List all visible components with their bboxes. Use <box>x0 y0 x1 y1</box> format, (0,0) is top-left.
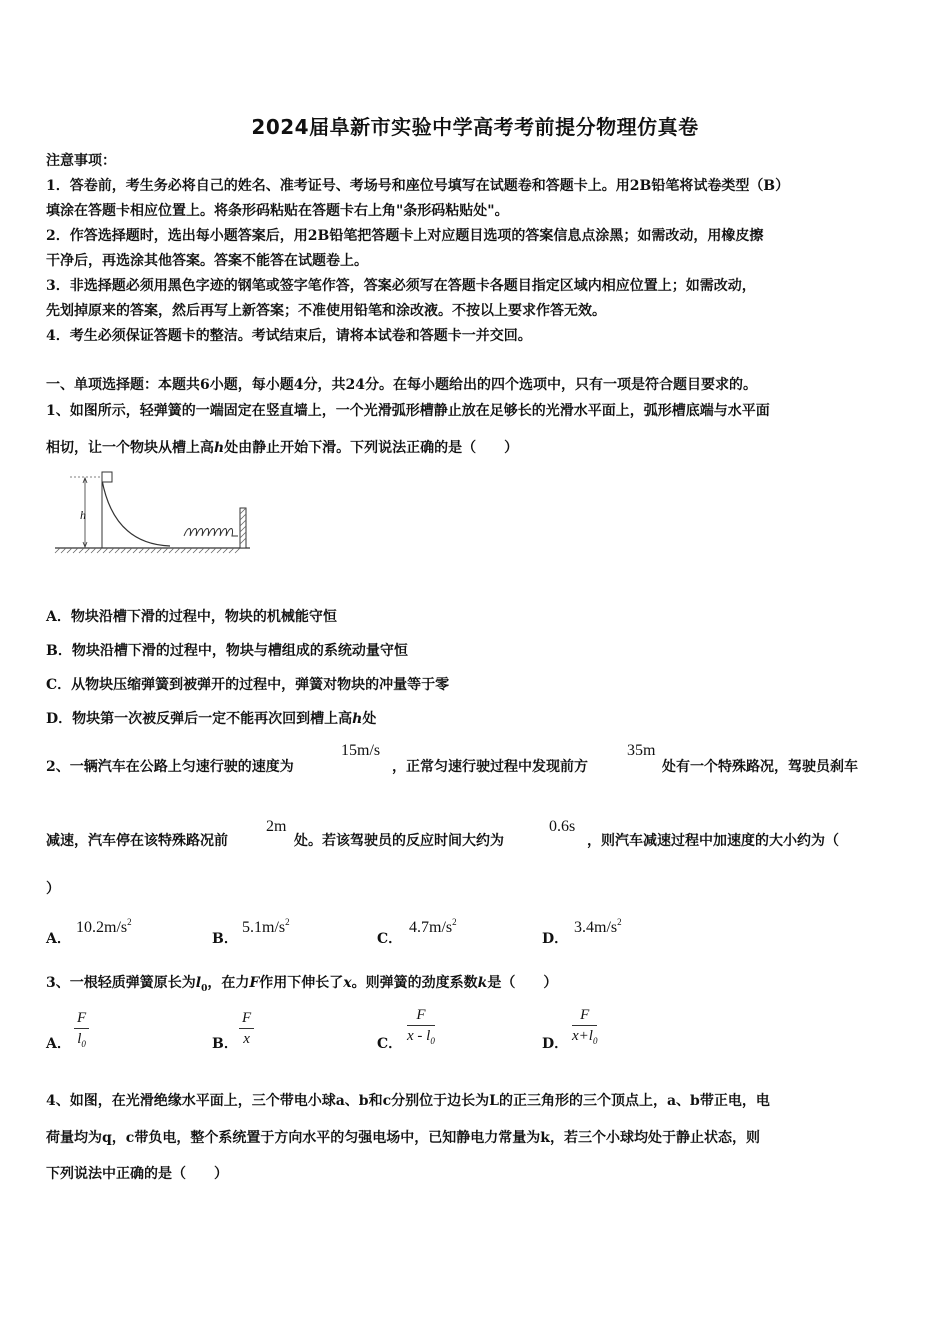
q2-option-b-label: B． <box>212 931 238 947</box>
q3-option-d-label: D． <box>542 1036 569 1052</box>
q1-option-c: C．从物块压缩弹簧到被弹开的过程中，弹簧对物块的冲量等于零 <box>46 677 450 693</box>
q2-option-d-label: D． <box>542 931 569 947</box>
q3-option-a-fraction: $\frac{F}{l_0}$ <box>74 1010 89 1049</box>
notice-line-3: 2．作答选择题时，选出每小题答案后，用2B铅笔把答题卡上对应题目选项的答案信息点涂黑；如需改动，用橡皮擦 <box>46 228 764 244</box>
q2-stem-part-5: 处。若该驾驶员的反应时间大约为 <box>294 833 504 849</box>
section-heading: 一、单项选择题：本题共6小题，每小题4分，共24分。在每小题给出的四个选项中，只有一项是符合题目要求的。 <box>46 377 757 393</box>
q2-speed: 15m/s <box>341 742 381 759</box>
notice-heading: 注意事项： <box>46 153 116 169</box>
q3-option-c-label: C． <box>377 1036 403 1052</box>
q3-option-b-label: B． <box>212 1036 238 1052</box>
q2-stem-part-2: ，正常匀速行驶过程中发现前方 <box>392 759 588 775</box>
q3-option-b-fraction: $\frac{F}{x}$ <box>239 1010 254 1049</box>
notice-line-5: 3．非选择题必须用黑色字迹的钢笔或签字笔作答，答案必须写在答题卡各题目指定区域内相应位置上；如需改动， <box>46 278 756 294</box>
q4-stem-line-1: 4、如图，在光滑绝缘水平面上，三个带电小球a、b和c分别位于边长为L的正三角形的三个顶点上，a、b带正电，电 <box>46 1093 770 1109</box>
q1-var-h: h <box>214 440 225 456</box>
q2-reaction-time: 0.6s <box>549 818 576 835</box>
q1-stem-line-1: 1、如图所示，轻弹簧的一端固定在竖直墙上，一个光滑弧形槽静止放在足够长的光滑水平面上，弧形槽底端与水平面 <box>46 403 770 419</box>
q2-option-a-value: $10.2m/s^2$ <box>76 917 132 936</box>
q2-option-c-label: C． <box>377 931 403 947</box>
page-title: 2024届阜新市实验中学高考考前提分物理仿真卷 <box>251 115 699 139</box>
notice-line-7: 4．考生必须保证答题卡的整洁。考试结束后，请将本试卷和答题卡一并交回。 <box>46 328 532 344</box>
q3-option-c-fraction: $\frac{F}{x - l_0}$ <box>407 1007 435 1046</box>
q2-stop-distance: 2m <box>266 818 287 835</box>
q1-option-b: B．物块沿槽下滑的过程中，物块与槽组成的系统动量守恒 <box>46 643 408 659</box>
q2-option-a-label: A． <box>46 931 71 947</box>
q1-option-d: D．物块第一次被反弹后一定不能再次回到槽上高h处 <box>46 711 377 727</box>
notice-line-4: 干净后，再选涂其他答案。答案不能答在试题卷上。 <box>46 253 368 269</box>
q1-figure-h-label: h <box>80 508 86 522</box>
q2-option-c-value: $4.7m/s^2$ <box>409 917 457 936</box>
q3-stem: 3、一根轻质弹簧原长为$l_0$，在力F作用下伸长了x。则弹簧的劲度系数k是（ ） <box>46 975 558 994</box>
q4-stem-line-3: 下列说法中正确的是（ ） <box>46 1166 228 1182</box>
q1-option-a: A．物块沿槽下滑的过程中，物块的机械能守恒 <box>46 609 337 625</box>
q1-figure <box>52 468 252 558</box>
q2-stem-part-7: ） <box>46 881 60 897</box>
notice-line-6: 先划掉原来的答案，然后再写上新答案；不准使用铅笔和涂改液。不按以上要求作答无效。 <box>46 303 606 319</box>
q3-option-a-label: A． <box>46 1036 71 1052</box>
q2-option-b-value: $5.1m/s^2$ <box>242 917 290 936</box>
q4-stem-line-2: 荷量均为q，c带负电，整个系统置于方向水平的匀强电场中，已知静电力常量为k，若三个小球均处于静止状态，则 <box>46 1130 761 1146</box>
notice-line-2: 填涂在答题卡相应位置上。将条形码粘贴在答题卡右上角"条形码粘贴处"。 <box>46 203 509 219</box>
notice-line-1: 1．答卷前，考生务必将自己的姓名、准考证号、考场号和座位号填写在试题卷和答题卡上。用2B铅笔将试卷类型（B） <box>46 178 790 194</box>
q2-stem-part-6: ，则汽车减速过程中加速度的大小约为（ <box>587 833 839 849</box>
q2-option-d-value: $3.4m/s^2$ <box>574 917 622 936</box>
q2-stem-part-4: 减速，汽车停在该特殊路况前 <box>46 833 228 849</box>
q3-option-d-fraction: $\frac{F}{x+l_0}$ <box>572 1007 598 1046</box>
q2-stem-part-1: 2、一辆汽车在公路上匀速行驶的速度为 <box>46 759 294 775</box>
q2-stem-part-3: 处有一个特殊路况，驾驶员刹车 <box>662 759 858 775</box>
q1-stem-line-2: 相切，让一个物块从槽上高h处由静止开始下滑。下列说法正确的是（ ） <box>46 440 519 456</box>
q2-distance-ahead: 35m <box>627 742 656 759</box>
